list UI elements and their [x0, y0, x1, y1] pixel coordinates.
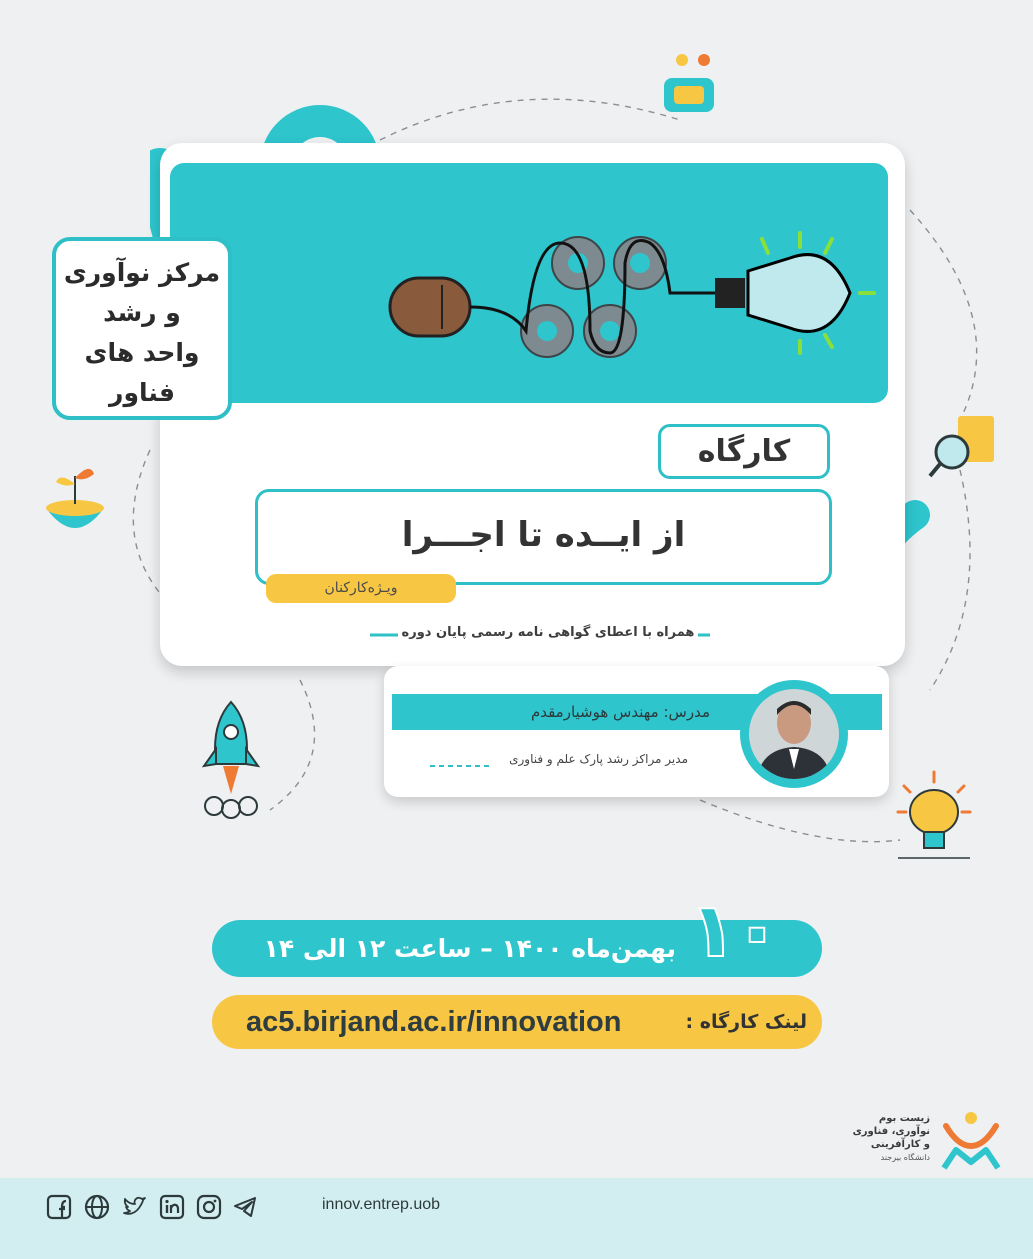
avatar: [749, 689, 839, 779]
idea-illustration: [170, 163, 888, 403]
schedule-text: بهمن‌ماه ۱۴۰۰ – ساعت ۱۲ الی ۱۴: [263, 934, 676, 963]
ecosystem-line: زیست بوم: [878, 1113, 930, 1124]
link-label: لینک کارگاه :: [685, 1011, 807, 1033]
telegram-icon[interactable]: [232, 1194, 258, 1220]
plant-bowl-icon: [40, 458, 110, 548]
org-label-line: مرکز نوآوری: [63, 258, 221, 287]
social-handle[interactable]: innov.entrep.uob: [322, 1196, 441, 1213]
ecosystem-line: دانشگاه بیرجند: [880, 1153, 930, 1162]
person-icon: [749, 689, 839, 779]
audience-badge: ویـژه‌کارکنان: [266, 574, 456, 603]
event-title: از ایــده تا اجـــرا: [255, 489, 832, 585]
instructor-name: مدرس: مهندس هوشیارمقدم: [530, 703, 710, 721]
instagram-icon[interactable]: [196, 1194, 222, 1220]
ecosystem-logo-icon: [938, 1106, 1004, 1172]
workshop-link[interactable]: ac5.birjand.ac.ir/innovation: [246, 1006, 622, 1038]
linkedin-icon[interactable]: [159, 1194, 185, 1220]
search-document-icon: [928, 412, 998, 482]
certificate-note: همراه با اعطای گواهی نامه رسمی پایان دوره: [398, 625, 698, 640]
rocket-icon: [196, 694, 266, 834]
org-label-line: واحد های: [84, 338, 200, 367]
ecosystem-logo-text: [848, 1112, 930, 1164]
event-type-label: کارگاه: [658, 424, 830, 479]
brain-bulb-icon: [896, 768, 972, 862]
org-label-box: [52, 237, 232, 420]
footer-bar: [0, 1178, 1033, 1259]
handshake-icon: [660, 48, 720, 124]
org-label-line: فناور: [109, 378, 175, 407]
org-label-line: و رشد: [103, 298, 181, 327]
web-icon[interactable]: [84, 1194, 110, 1220]
twitter-icon[interactable]: [121, 1194, 147, 1220]
facebook-icon[interactable]: [46, 1194, 72, 1220]
ecosystem-line: نوآوری، فناوری: [852, 1126, 930, 1137]
instructor-role: مدیر مراکز رشد پارک علم و فناوری: [509, 752, 688, 766]
ecosystem-line: و کارآفرینی: [870, 1139, 930, 1150]
idea-banner: [170, 163, 888, 403]
day-number: ۱۰: [691, 888, 779, 972]
